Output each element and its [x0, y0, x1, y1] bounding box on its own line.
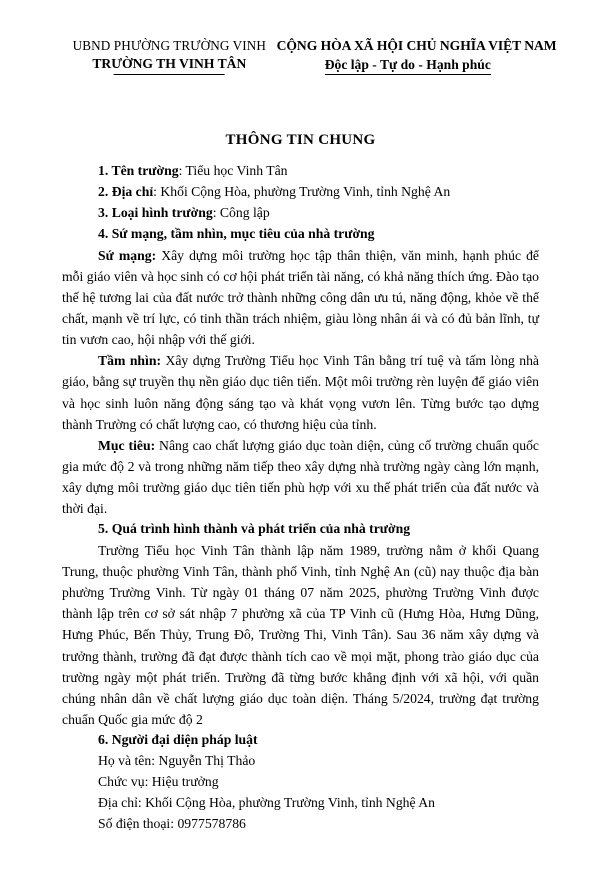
section-4-paragraph-goal: [62, 435, 539, 519]
header-motto-text: Độc lập - Tự do - Hạnh phúc: [324, 56, 491, 72]
document-header: [62, 38, 557, 74]
vision-text: Xây dựng Trường Tiểu học Vinh Tân bằng trí tuệ và tấm lòng nhà giáo, bằng sự truyền thụ nền giáo dục tiên tiến. Một môi trường rèn luyện để giáo viên và học sinh luôn năng động sáng tạo và khát vọng vươn lên. Từng bước tạo dựng thành Trường có chất lượng cao, có thương hiệu của tỉnh.: [62, 353, 539, 432]
header-country-name: CỘNG HÒA XÃ HỘI CHỦ NGHĨA VIỆT NAM: [276, 38, 557, 53]
mission-text: Xây dựng môi trường học tập thân thiện, văn minh, hạnh phúc để mỗi giáo viên và học sinh có cơ hội phát triển tài năng, có khả năng thích ứng. Đào tạo thế hệ tương lai của đất nước trở thành những công dân ưu tú, năng động, khỏe về thể chất, mạnh về trí lực, có tinh thần trách nhiệm, giàu lòng nhân ái và có đủ bản lĩnh, tự tin vươn cao, hội nhập với thế giới.: [62, 247, 539, 348]
header-authority-line2: TRƯỜNG TH VINH TÂN: [92, 56, 247, 72]
info-item-3-value: Công lập: [219, 205, 270, 220]
info-item-2-separator: :: [153, 184, 161, 200]
section-6-heading: 6. Người đại diện pháp luật: [98, 731, 258, 747]
page-title: THÔNG TIN CHUNG: [225, 132, 376, 149]
info-item-1: [62, 161, 539, 182]
section-4-paragraph-vision: [62, 350, 539, 434]
section-4-paragraph-mission: [62, 245, 539, 350]
header-authority-line2-wrap: [92, 56, 246, 73]
info-item-2: [62, 182, 539, 203]
header-authority-line1: UBND PHƯỜNG TRƯỜNG VINH: [72, 38, 266, 53]
header-right-underline: [325, 74, 491, 75]
representative-position: Chức vụ: Hiệu trưởng: [98, 773, 219, 789]
info-item-3-separator: :: [212, 205, 220, 220]
section-5-heading: 5. Quá trình hình thành và phát triển của nhà trường: [98, 521, 411, 537]
document-content: [62, 38, 557, 835]
representative-address: Địa chỉ: Khối Cộng Hòa, phường Trường Vinh, tỉnh Nghệ An: [98, 794, 435, 810]
header-national-motto: [276, 38, 557, 74]
info-item-1-separator: :: [178, 163, 186, 179]
info-item-3-label: 3. Loại hình trường: [98, 205, 213, 220]
representative-phone: Số điện thoại: 0977578786: [98, 815, 246, 831]
header-left-underline: [114, 74, 225, 75]
goal-text: Nâng cao chất lượng giáo dục toàn diện, củng cố trường chuẩn quốc gia mức độ 2 và trong những năm tiếp theo xây dựng nhà trường ngày càng lớn mạnh, xây dựng môi trường giáo dục tiên tiến phù hợp với xu thế phát triển của đất nước và thời đại.: [62, 437, 539, 517]
representative-full-name: Họ và tên: Nguyễn Thị Thảo: [98, 752, 256, 768]
section-4-heading: 4. Sứ mạng, tầm nhìn, mục tiêu của nhà trường: [98, 225, 375, 241]
mission-label: Sứ mạng:: [98, 247, 157, 263]
info-item-2-label: 2. Địa chỉ: [98, 184, 154, 200]
vision-label: Tầm nhìn:: [98, 353, 162, 369]
section-5-paragraph-history: Trường Tiểu học Vinh Tân thành lập năm 1989, trường nằm ở khối Quang Trung, thuộc phường Vinh Tân, thành phố Vinh, tỉnh Nghệ An (cũ) nay thuộc địa bàn phường Trường Vinh. Từ ngày 01 tháng 07 năm 2025, phường Trường Vinh được thành lập trên cơ sở sát nhập 7 phường xã của TP Vinh cũ (Hưng Hòa, Hưng Dũng, Hưng Phúc, Bến Thủy, Trung Đô, Trường Thi, Vinh Tân). Sau 36 năm xây dựng và trưởng thành, trường đã đạt được thành tích cao về mọi mặt, phong trào giáo dục của trường ngày một phát triển. Trường đã từng bước khẳng định với xã hội, với quần chúng nhân dân về chất lượng giáo dục toàn diện. Tháng 5/2024, trường đạt trường chuẩn Quốc gia mức độ 2: [62, 543, 539, 727]
header-issuing-authority: [62, 38, 277, 74]
goal-label: Mục tiêu:: [98, 437, 156, 453]
info-item-3: [62, 203, 539, 224]
header-motto-wrap: [325, 57, 491, 74]
info-item-2-value: Khối Cộng Hòa, phường Trường Vinh, tỉnh Nghệ An: [160, 184, 451, 200]
info-item-1-label: 1. Tên trường: [98, 163, 179, 179]
info-item-1-value: Tiểu học Vinh Tân: [185, 163, 288, 179]
